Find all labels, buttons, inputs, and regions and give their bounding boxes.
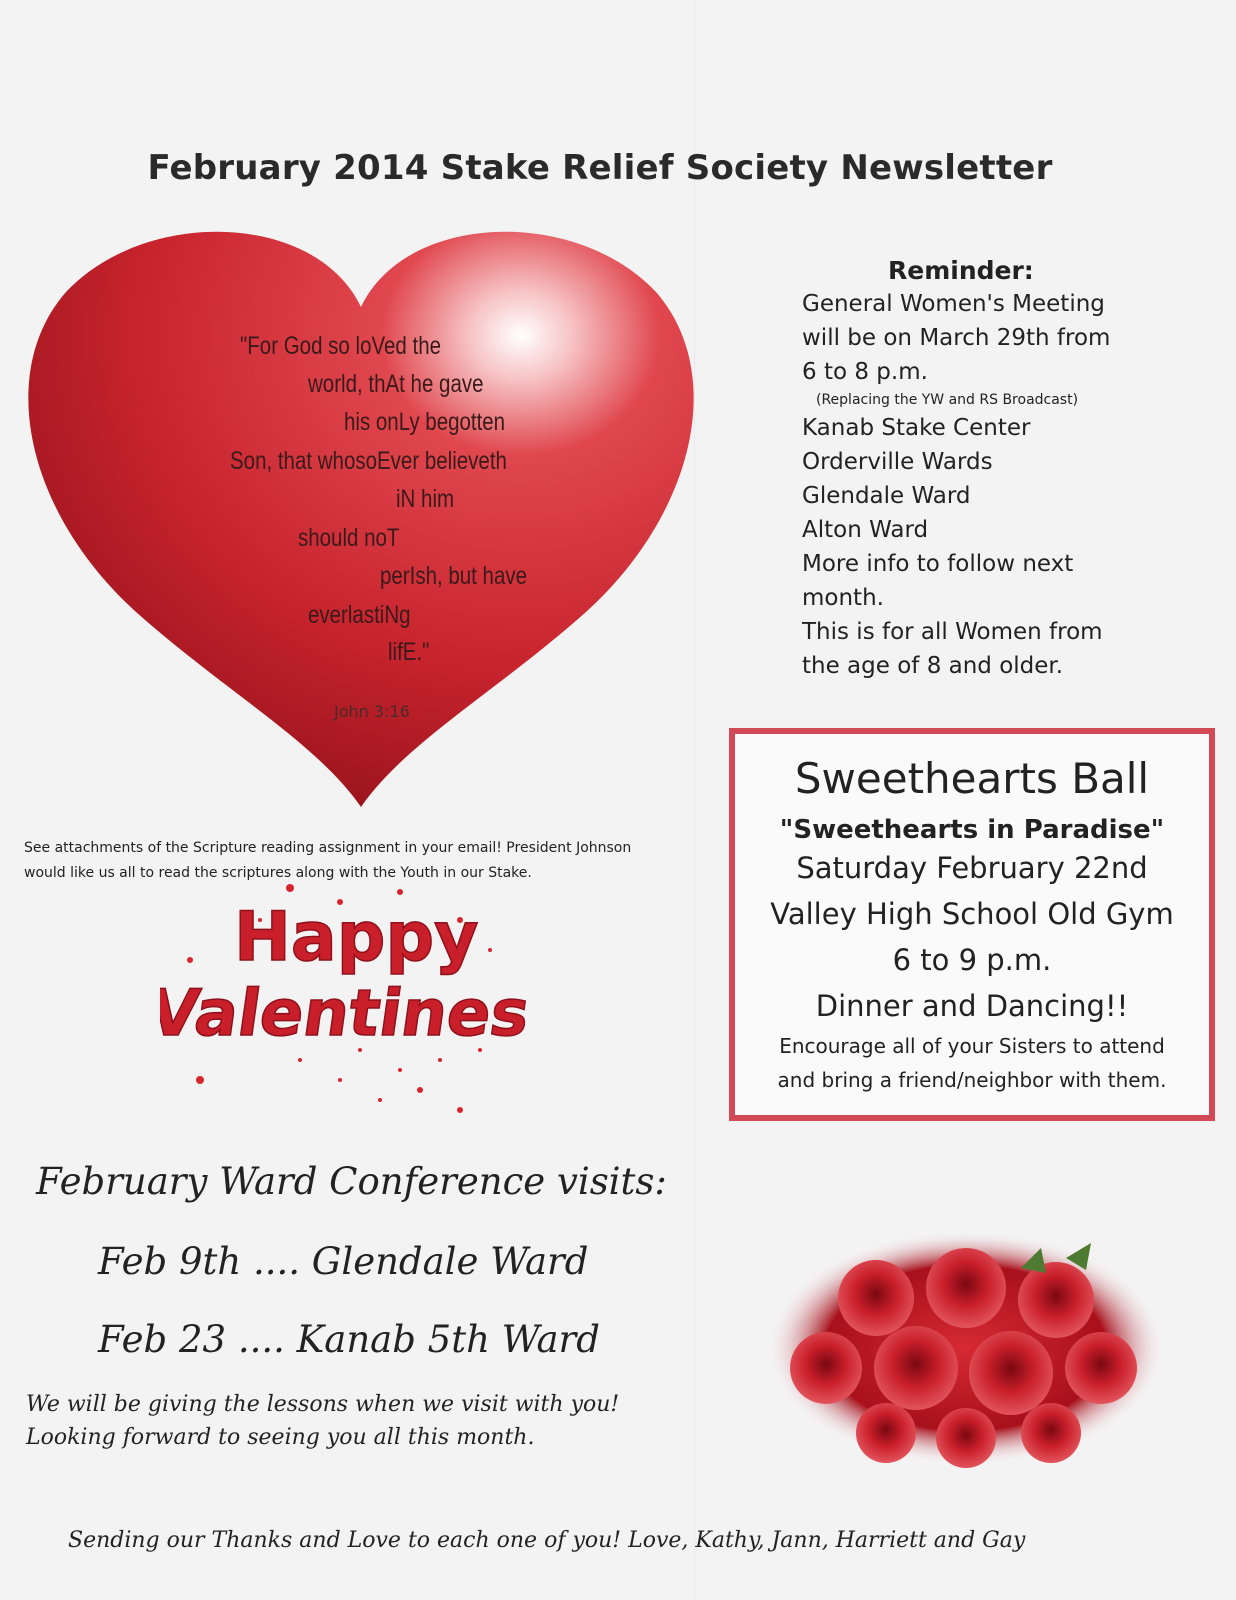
verse-line: world, thAt he gave: [308, 370, 484, 398]
ball-theme: "Sweethearts in Paradise": [779, 815, 1165, 845]
happy-valentines-icon: [160, 880, 600, 1120]
roses-image: [766, 1228, 1166, 1468]
reminder-line: month.: [802, 585, 884, 611]
ball-date: Saturday February 22nd: [796, 851, 1148, 885]
lessons-note: [26, 1388, 619, 1454]
verse-reference: John 3:16: [334, 702, 410, 721]
sweethearts-ball-box: [729, 728, 1215, 1121]
newsletter-title: February 2014 Stake Relief Society Newsletter: [147, 148, 1053, 188]
attachments-line: would like us all to read the scriptures along with the Youth in our Stake.: [24, 865, 532, 881]
conference-visit: Feb 23 .... Kanab 5th Ward: [98, 1318, 600, 1361]
reminder-location: Orderville Wards: [802, 449, 993, 475]
ball-title: Sweethearts Ball: [794, 754, 1150, 803]
reminder-note: (Replacing the YW and RS Broadcast): [816, 392, 1079, 408]
heart-graphic: [26, 222, 706, 822]
thanks-note: Sending our Thanks and Love to each one of you! Love, Kathy, Jann, Harriett and Gay: [68, 1528, 1026, 1553]
ball-place: Valley High School Old Gym: [770, 897, 1174, 931]
lessons-line: Looking forward to seeing you all this month.: [26, 1425, 535, 1450]
reminder-line: 6 to 8 p.m.: [802, 359, 928, 385]
ball-encourage: Encourage all of your Sisters to attend: [779, 1034, 1165, 1058]
reminder-section: [802, 256, 1202, 683]
verse-line: Son, that whosoEver believeth: [230, 447, 507, 475]
verse-line: lifE.": [388, 638, 430, 666]
reminder-line: More info to follow next: [802, 551, 1074, 577]
attachments-note: [24, 836, 704, 886]
conference-visit: Feb 9th .... Glendale Ward: [98, 1240, 589, 1283]
lessons-line: We will be giving the lessons when we visit with you!: [26, 1392, 620, 1417]
reminder-heading: Reminder:: [888, 256, 1034, 285]
reminder-location: Glendale Ward: [802, 483, 971, 509]
happy-text: Happy: [234, 898, 479, 977]
attachments-line: See attachments of the Scripture reading assignment in your email! President Johnson: [24, 840, 632, 856]
ball-encourage: and bring a friend/neighbor with them.: [777, 1068, 1167, 1092]
happy-valentines-graphic: [160, 880, 600, 1120]
ball-activity: Dinner and Dancing!!: [815, 989, 1129, 1023]
reminder-line: This is for all Women from: [802, 619, 1103, 645]
verse-line: iN him: [396, 485, 455, 513]
verse-line: everlastiNg: [308, 601, 411, 629]
verse-line: his onLy begotten: [344, 408, 506, 436]
heart-icon: [26, 222, 706, 822]
verse-line: perIsh, but have: [380, 562, 528, 590]
roses-icon: [766, 1228, 1166, 1468]
reminder-line: will be on March 29th from: [802, 325, 1111, 351]
reminder-location: Kanab Stake Center: [802, 415, 1031, 441]
conference-title: February Ward Conference visits:: [36, 1160, 667, 1203]
reminder-line: General Women's Meeting: [802, 291, 1105, 317]
valentines-text: Valentines: [160, 976, 535, 1051]
verse-line: should noT: [298, 524, 400, 552]
verse-line: "For God so loVed the: [240, 332, 442, 360]
ball-time: 6 to 9 p.m.: [892, 943, 1052, 977]
reminder-location: Alton Ward: [802, 517, 929, 543]
reminder-line: the age of 8 and older.: [802, 653, 1064, 679]
